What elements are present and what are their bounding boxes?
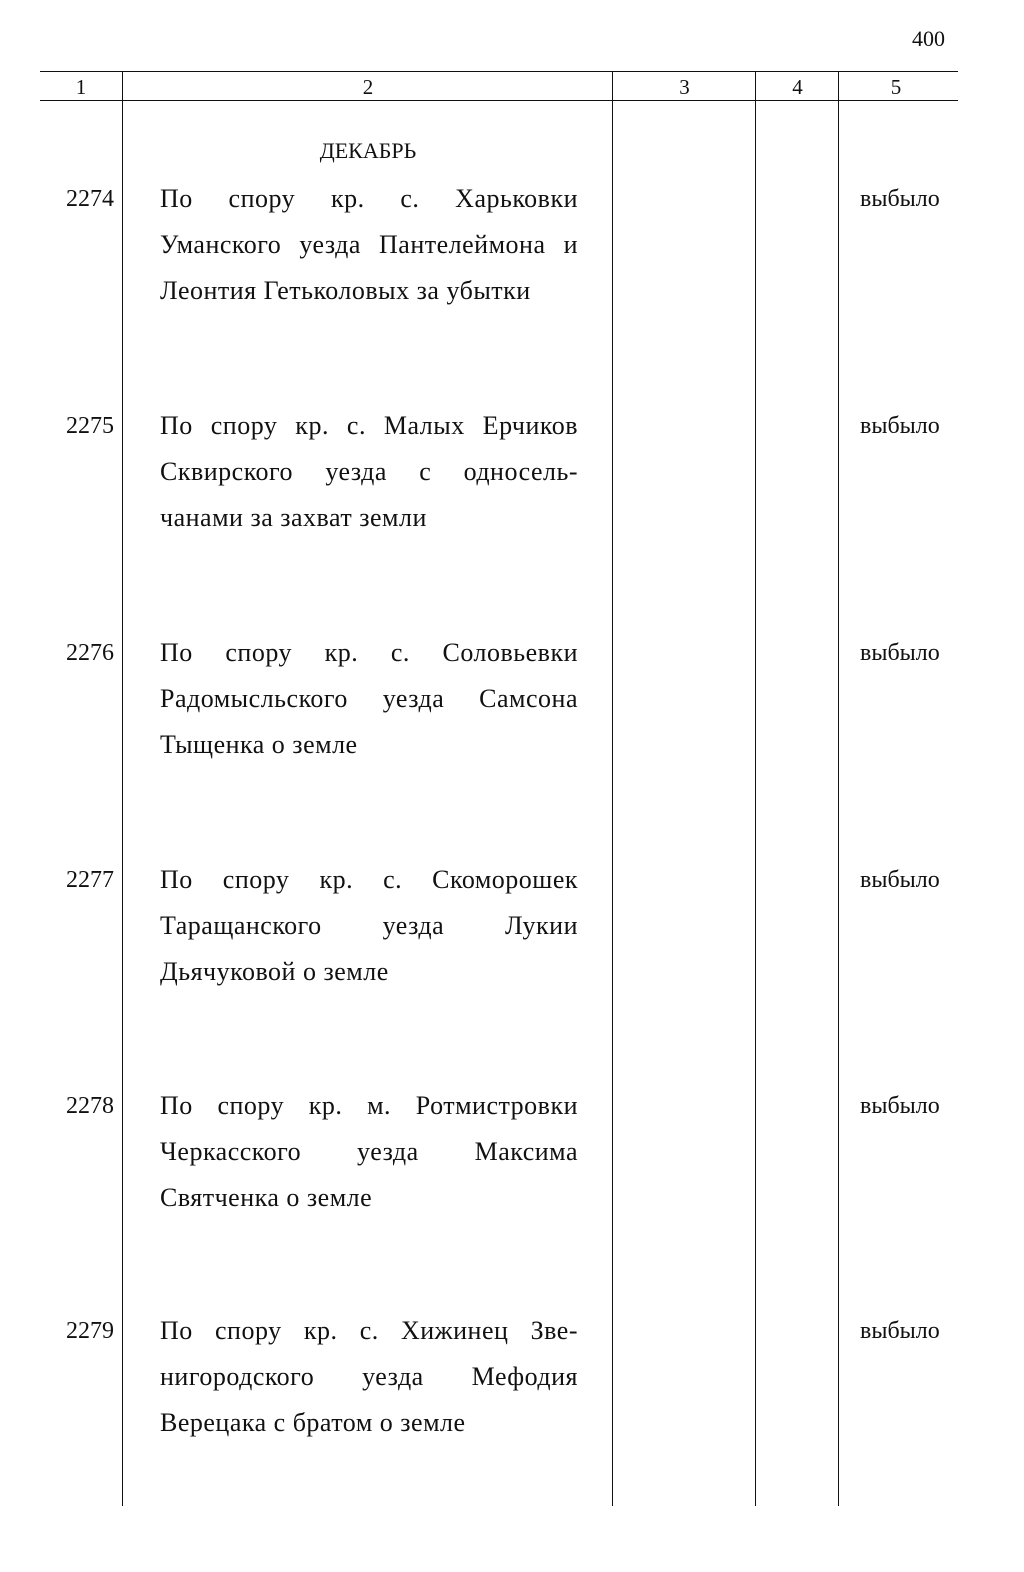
- entry-description: [160, 176, 578, 314]
- entry-line: Сквирского уезда с односель-: [160, 457, 578, 486]
- entry-description: [160, 857, 578, 995]
- table-top-rule: [40, 71, 958, 72]
- month-heading: ДЕКАБРЬ: [319, 138, 417, 163]
- entry-line: Леонтия Гетьколовых за убытки: [160, 276, 531, 305]
- entry-line: Черкасского уезда Максима: [160, 1137, 578, 1166]
- entry-number: 2275: [66, 413, 114, 439]
- entry-description: [160, 403, 578, 541]
- entry-number: 2279: [66, 1318, 114, 1344]
- entry-line: По спору кр. с. Скоморошек: [160, 865, 578, 894]
- entry-line: По спору кр. с. Соловьевки: [160, 638, 578, 667]
- entry-status: выбыло: [860, 186, 940, 212]
- entry-line: Таращанского уезда Лукии: [160, 911, 578, 940]
- entry-line: По спору кр. с. Малых Ерчиков: [160, 411, 578, 440]
- column-header-4: 4: [792, 75, 803, 99]
- column-divider-4: [838, 72, 839, 1506]
- entry-line: По спору кр. с. Хижинец Зве-: [160, 1316, 578, 1345]
- entry-description: [160, 1083, 578, 1221]
- entry-number: 2277: [66, 867, 114, 893]
- entry-status: выбыло: [860, 413, 940, 439]
- entry-line: Верецака с братом о земле: [160, 1408, 466, 1437]
- column-header-5: 5: [890, 75, 902, 99]
- entry-description: [160, 1308, 578, 1446]
- page-number: 400: [912, 26, 945, 51]
- column-header-3: 3: [679, 75, 690, 99]
- entry-status: выбыло: [860, 1318, 940, 1344]
- column-divider-2: [612, 72, 613, 1506]
- column-header-2: 2: [362, 75, 374, 99]
- column-header-1: 1: [75, 75, 87, 99]
- entry-status: выбыло: [860, 867, 940, 893]
- entry-number: 2276: [66, 640, 114, 666]
- entry-line: нигородского уезда Мефодия: [160, 1362, 578, 1391]
- entry-line: Уманского уезда Пантелеймона и: [160, 230, 578, 259]
- entry-line: Святченка о земле: [160, 1183, 373, 1212]
- entry-line: Тыщенка о земле: [160, 730, 358, 759]
- entry-status: выбыло: [860, 640, 940, 666]
- entry-line: Радомысльского уезда Самсона: [160, 684, 578, 713]
- entry-number: 2274: [66, 186, 114, 212]
- entry-line: По спору кр. м. Ротмистровки: [160, 1091, 578, 1120]
- entry-line: чанами за захват земли: [160, 503, 427, 532]
- entry-line: Дьячуковой о земле: [160, 957, 389, 986]
- entry-status: выбыло: [860, 1093, 940, 1119]
- column-divider-3: [755, 72, 756, 1506]
- entry-line: По спору кр. с. Харьковки: [160, 184, 578, 213]
- table-header-rule: [40, 100, 958, 101]
- column-divider-1: [122, 72, 123, 1506]
- entry-number: 2278: [66, 1093, 114, 1119]
- entry-description: [160, 630, 578, 768]
